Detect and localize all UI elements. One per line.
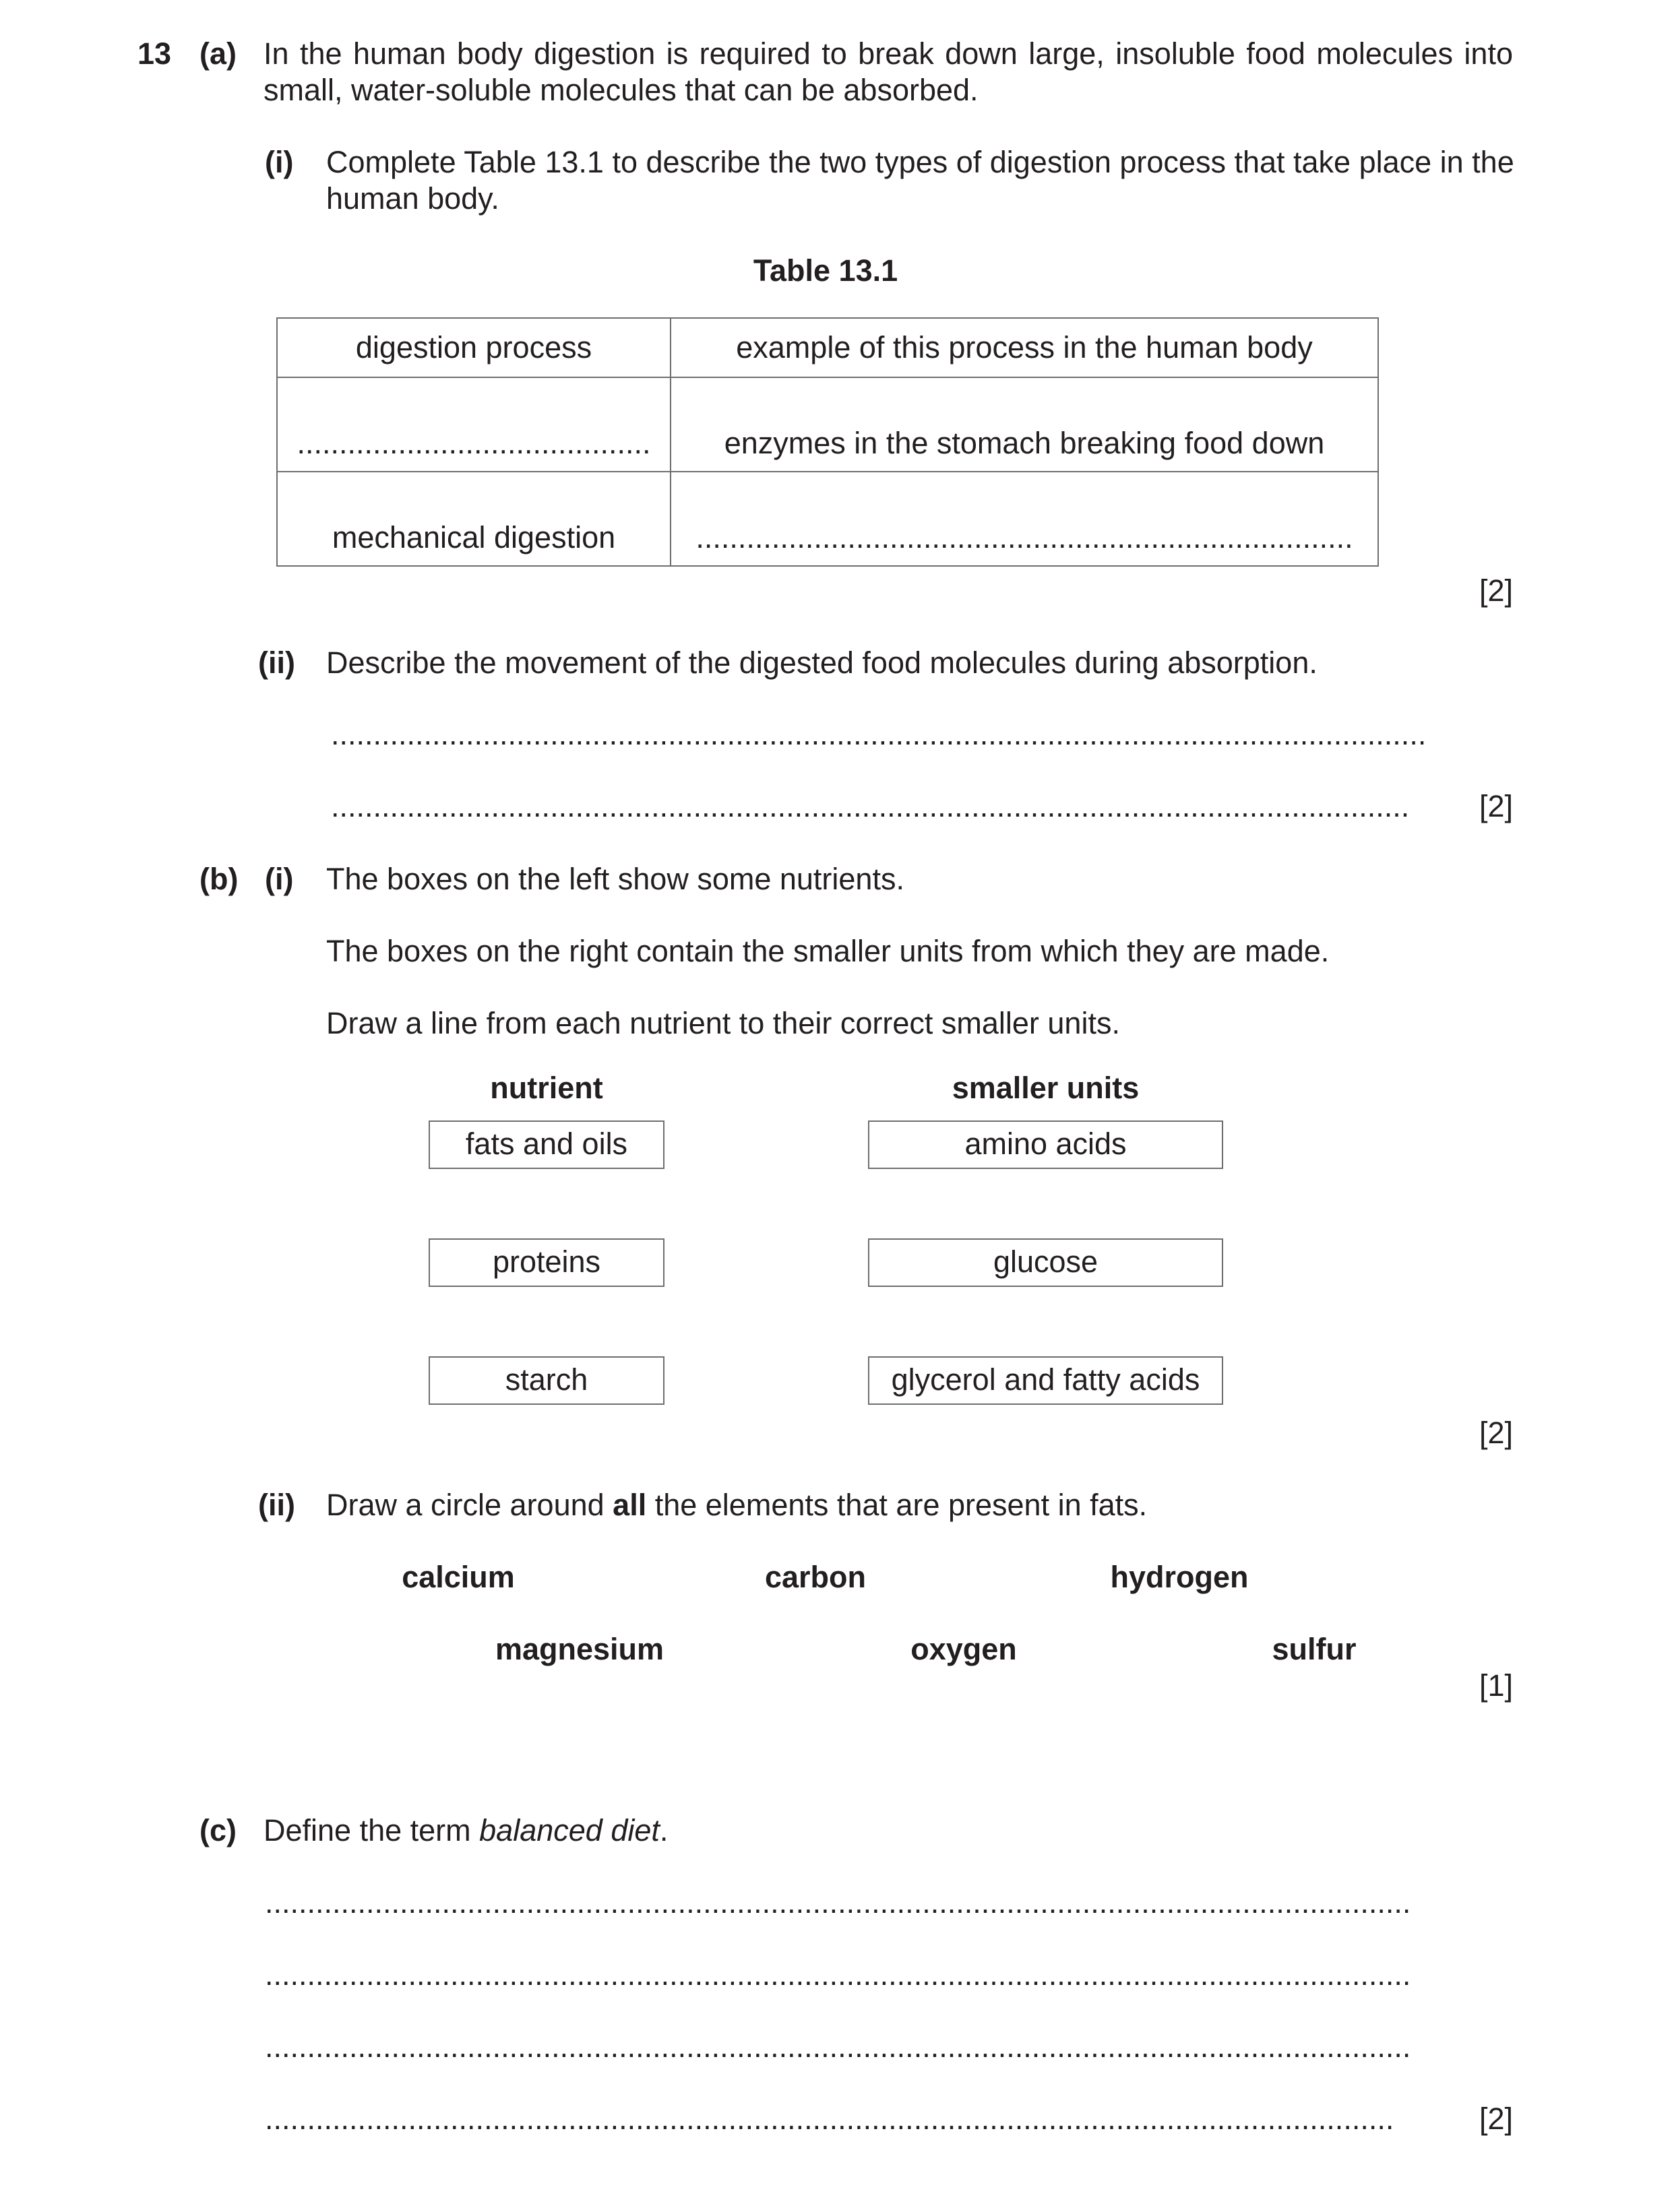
table-header-example: example of this process in the human body bbox=[671, 318, 1378, 377]
element-carbon[interactable]: carbon bbox=[764, 1560, 867, 1594]
marks-c: [2] bbox=[1479, 2102, 1513, 2136]
unit-box-amino-acids[interactable]: amino acids bbox=[868, 1120, 1223, 1169]
part-b-ii-label: (ii) bbox=[258, 1488, 295, 1522]
part-a-text-line1: In the human body digestion is required to break down large, insoluble food molecules into bbox=[264, 36, 1513, 71]
marks-b-i: [2] bbox=[1479, 1416, 1513, 1450]
nutrient-box-proteins[interactable]: proteins bbox=[429, 1238, 664, 1287]
nutrient-box-starch[interactable]: starch bbox=[429, 1356, 664, 1405]
marks-a-i: [2] bbox=[1479, 573, 1513, 608]
marks-b-ii: [1] bbox=[1479, 1668, 1513, 1703]
part-c-label: (c) bbox=[199, 1813, 237, 1847]
question-number: 13 bbox=[137, 36, 172, 71]
answer-dotted-line[interactable]: .............................................................................. bbox=[671, 472, 1378, 566]
part-a-ii-label: (ii) bbox=[258, 645, 295, 680]
part-b-ii-text-after: the elements that are present in fats. bbox=[646, 1488, 1148, 1522]
part-a-i-text-line2: human body. bbox=[326, 181, 499, 216]
answer-line[interactable]: ........................................................................................................................................ bbox=[265, 1885, 1411, 1920]
part-a-i-label: (i) bbox=[265, 145, 294, 179]
part-c-text-italic: balanced diet bbox=[479, 1813, 660, 1847]
part-b-ii-text-before: Draw a circle around bbox=[326, 1488, 613, 1522]
part-a-ii-text: Describe the movement of the digested food molecules during absorption. bbox=[326, 645, 1318, 680]
unit-box-glucose[interactable]: glucose bbox=[868, 1238, 1223, 1287]
table-caption: Table 13.1 bbox=[753, 253, 898, 288]
part-a-i-text-line1: Complete Table 13.1 to describe the two types of digestion process that take place in the bbox=[326, 145, 1514, 179]
answer-line[interactable]: ...................................................................................................................................... bbox=[265, 2102, 1394, 2136]
table-cell-enzymes: enzymes in the stomach breaking food down bbox=[671, 377, 1378, 472]
element-sulfur[interactable]: sulfur bbox=[1272, 1632, 1357, 1666]
part-c-text-before: Define the term bbox=[264, 1813, 480, 1847]
marks-a-ii: [2] bbox=[1479, 789, 1513, 823]
part-b-ii-text bbox=[326, 1487, 1147, 1523]
element-oxygen[interactable]: oxygen bbox=[910, 1632, 1017, 1666]
table-header-digestion-process: digestion process bbox=[277, 318, 671, 377]
part-c-text bbox=[264, 1812, 668, 1849]
part-c-text-after: . bbox=[659, 1813, 669, 1847]
part-a-label: (a) bbox=[199, 36, 237, 71]
answer-line[interactable]: .................................................................................................................................. bbox=[331, 717, 1427, 751]
smaller-units-heading: smaller units bbox=[952, 1071, 1140, 1105]
part-a-text-line2: small, water-soluble molecules that can be absorbed. bbox=[264, 73, 979, 107]
answer-line[interactable]: ........................................................................................................................................ bbox=[265, 2029, 1411, 2064]
part-b-i-text-3: Draw a line from each nutrient to their correct smaller units. bbox=[326, 1006, 1120, 1040]
part-b-ii-text-bold: all bbox=[613, 1488, 647, 1522]
answer-line[interactable]: ................................................................................................................................ bbox=[331, 789, 1410, 823]
part-b-i-text-1: The boxes on the left show some nutrients. bbox=[326, 862, 904, 896]
unit-box-glycerol-and-fatty-acids[interactable]: glycerol and fatty acids bbox=[868, 1356, 1223, 1405]
part-b-label: (b) bbox=[199, 862, 239, 896]
element-calcium[interactable]: calcium bbox=[402, 1560, 515, 1594]
element-hydrogen[interactable]: hydrogen bbox=[1110, 1560, 1249, 1594]
table-13-1 bbox=[276, 317, 1379, 567]
part-b-i-label: (i) bbox=[265, 862, 294, 896]
part-b-i-text-2: The boxes on the right contain the smaller units from which they are made. bbox=[326, 934, 1330, 968]
element-magnesium[interactable]: magnesium bbox=[495, 1632, 664, 1666]
answer-dotted-line[interactable]: .......................................... bbox=[277, 377, 671, 472]
answer-line[interactable]: ........................................................................................................................................ bbox=[265, 1957, 1411, 1992]
table-cell-mechanical-digestion: mechanical digestion bbox=[277, 472, 671, 566]
nutrient-heading: nutrient bbox=[490, 1071, 603, 1105]
nutrient-box-fats-and-oils[interactable]: fats and oils bbox=[429, 1120, 664, 1169]
